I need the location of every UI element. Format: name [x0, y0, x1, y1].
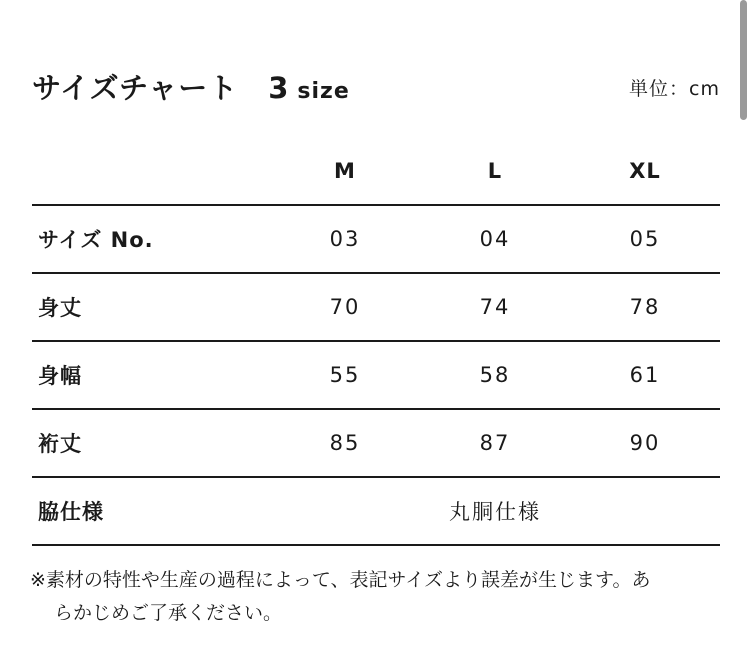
column-header-m: M — [334, 159, 356, 183]
note-line-2: らかじめご了承ください。 — [54, 602, 283, 624]
row-label: 脇仕様 — [38, 500, 104, 524]
table-cell: 78 — [629, 295, 661, 319]
title-text: サイズチャート — [32, 71, 239, 105]
scrollbar[interactable] — [740, 0, 747, 120]
table-cell: 87 — [479, 431, 511, 455]
table-cell: 58 — [479, 363, 511, 387]
table-cell: 90 — [629, 431, 661, 455]
table-header-row — [32, 138, 720, 205]
disclaimer-note — [30, 564, 720, 630]
table-cell: 05 — [629, 227, 661, 251]
table-cell: 70 — [329, 295, 361, 319]
table-row-body-length — [32, 273, 720, 341]
unit-label: 単位：cm — [629, 78, 720, 100]
row-label: サイズ No. — [38, 228, 154, 252]
table-row-body-width — [32, 341, 720, 409]
note-line-1: ※素材の特性や生産の過程によって、表記サイズより誤差が生じます。あ — [30, 569, 651, 591]
row-label: 身幅 — [38, 364, 82, 388]
table-cell: 04 — [479, 227, 511, 251]
table-row-side-spec — [32, 477, 720, 545]
table-cell: 03 — [329, 227, 361, 251]
page-title — [32, 66, 350, 107]
column-header-l: L — [487, 159, 503, 183]
column-header-empty — [32, 138, 270, 205]
table-cell: 55 — [329, 363, 361, 387]
column-header-xl: XL — [629, 159, 661, 183]
size-count: 3 — [268, 71, 290, 105]
table-cell: 85 — [329, 431, 361, 455]
size-word: size — [297, 79, 350, 104]
table-cell: 74 — [479, 295, 511, 319]
table-cell: 61 — [629, 363, 661, 387]
header — [32, 62, 720, 112]
size-chart-table — [32, 138, 720, 546]
row-label: 裄丈 — [38, 432, 82, 456]
table-row-size-no — [32, 205, 720, 273]
table-cell-merged: 丸胴仕様 — [449, 500, 541, 524]
table-row-sleeve-length — [32, 409, 720, 477]
row-label: 身丈 — [38, 296, 82, 320]
